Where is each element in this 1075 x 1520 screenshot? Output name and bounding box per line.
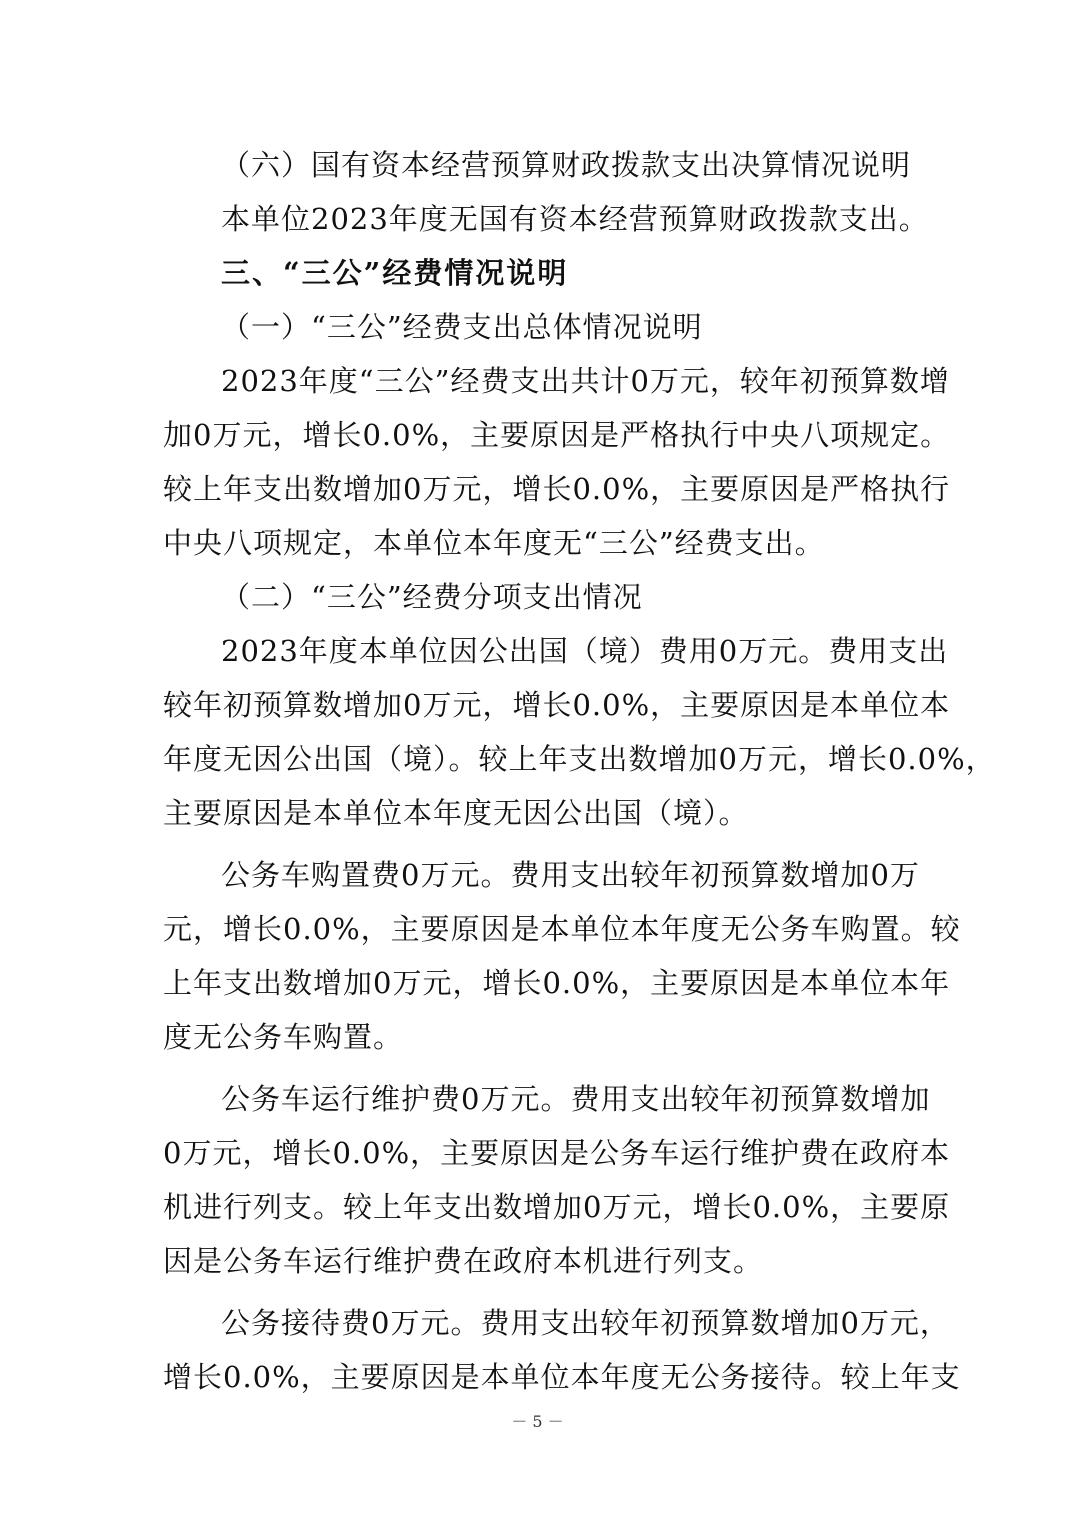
paragraph-line: 年度无因公出国（境）。较上年支出数增加0万元，增长0.0%， xyxy=(163,742,996,776)
paragraph-line: 主要原因是本单位本年度无因公出国（境）。 xyxy=(163,796,749,830)
paragraph-line: 机进行列支。较上年支出数增加0万元，增长0.0%，主要原 xyxy=(163,1190,951,1224)
main-heading-three-public: 三、“三公”经费情况说明 xyxy=(221,256,569,290)
paragraph-line: 较年初预算数增加0万元，增长0.0%，主要原因是本单位本 xyxy=(163,688,951,722)
paragraph-line: 中央八项规定，本单位本年度无“三公”经费支出。 xyxy=(163,526,825,560)
sub-heading-1: （一）“三公”经费支出总体情况说明 xyxy=(221,310,703,344)
page-number: － 5 － xyxy=(511,1412,564,1431)
paragraph-line: 度无公务车购置。 xyxy=(163,1020,404,1054)
section-heading-6: （六）国有资本经营预算财政拨款支出决算情况说明 xyxy=(221,148,912,182)
paragraph-line: 较上年支出数增加0万元，增长0.0%，主要原因是严格执行 xyxy=(163,472,951,506)
paragraph-line: 公务车购置费0万元。费用支出较年初预算数增加0万 xyxy=(221,858,920,892)
paragraph-line: 因是公务车运行维护费在政府本机进行列支。 xyxy=(163,1244,764,1278)
paragraph-line: 公务车运行维护费0万元。费用支出较年初预算数增加 xyxy=(221,1082,931,1116)
paragraph-line: 公务接待费0万元。费用支出较年初预算数增加0万元， xyxy=(221,1306,950,1340)
document-body xyxy=(163,138,996,1404)
paragraph-line: 上年支出数增加0万元，增长0.0%，主要原因是本单位本年 xyxy=(163,966,951,1000)
paragraph-line: 元，增长0.0%，主要原因是本单位本年度无公务车购置。较 xyxy=(163,912,961,946)
paragraph-line: 2023年度“三公”经费支出共计0万元，较年初预算数增 xyxy=(221,364,950,398)
paragraph-line: 0万元，增长0.0%，主要原因是公务车运行维护费在政府本 xyxy=(163,1136,951,1170)
paragraph-line: 2023年度本单位因公出国（境）费用0万元。费用支出 xyxy=(221,634,949,668)
paragraph-line: 加0万元，增长0.0%，主要原因是严格执行中央八项规定。 xyxy=(163,418,951,452)
paragraph-line: 增长0.0%，主要原因是本单位本年度无公务接待。较上年支 xyxy=(163,1360,961,1394)
paragraph-line: 本单位2023年度无国有资本经营预算财政拨款支出。 xyxy=(221,202,929,236)
sub-heading-2: （二）“三公”经费分项支出情况 xyxy=(221,580,643,614)
